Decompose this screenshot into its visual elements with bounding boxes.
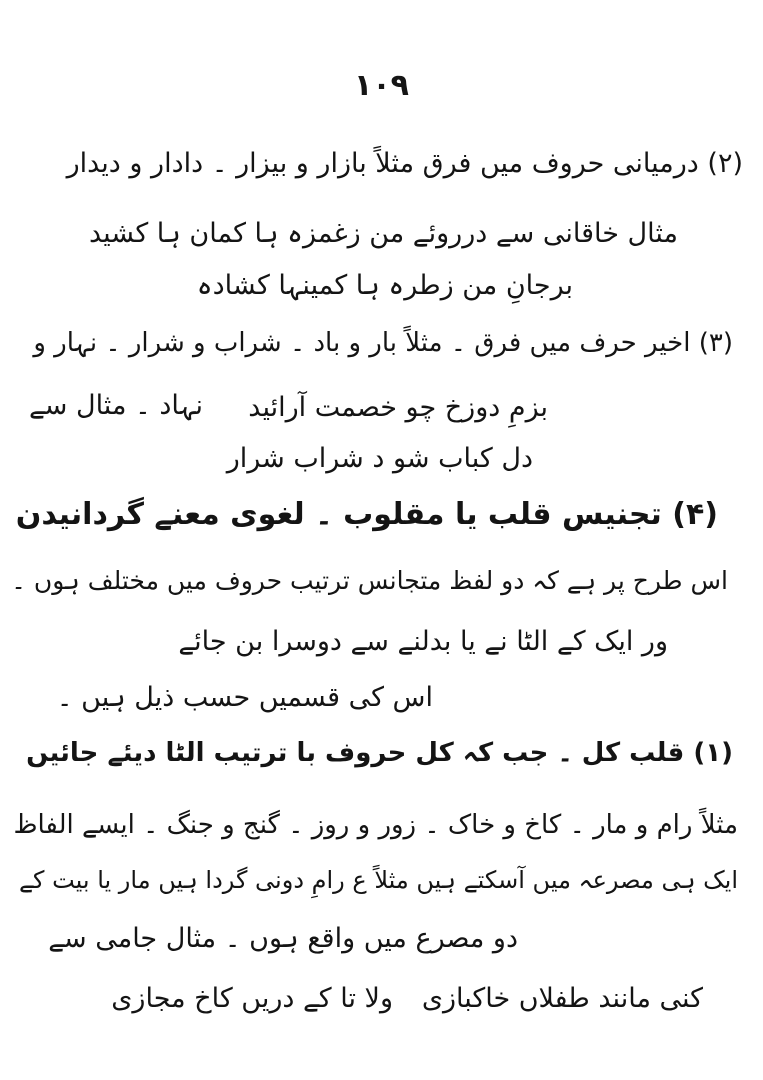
- text-line-10: دو مصرع میں واقع ہوں ۔ مثال جامی سے: [48, 923, 518, 954]
- verse-line-3: دل کباب شو د شراب شرار: [226, 443, 533, 474]
- verse-line-1: برجانِ من زطرہ ہا کمینہا کشادہ: [196, 270, 573, 301]
- subsection-heading-qalb-kul: (۱) قلب کل ۔ جب کہ کل حروف با ترتیب الٹا دیئے جائیں: [26, 738, 733, 768]
- text-line-6: ور ایک کے الٹا نے یا بدلنے سے دوسرا بن جائے: [178, 626, 668, 657]
- text-line-1: (۲) درمیانی حروف میں فرق مثلاً بازار و بیزار ۔ دادار و دیدار: [66, 148, 743, 179]
- text-line-2: مثال خاقانی سے درروئے من زغمزہ ہا کمان ہا کشید: [88, 218, 678, 249]
- text-line-9: ایک ہی مصرعہ میں آسکتے ہیں مثلاً ع رامِ دونی گردا ہیں مار یا بیت کے: [18, 866, 738, 894]
- text-line-5: اس طرح پر ہے کہ دو لفظ متجانس ترتیب حروف میں مختلف ہوں ۔: [11, 566, 728, 595]
- section-heading-tajnees-qalb: (۴) تجنیس قلب یا مقلوب ۔ لغوی معنے گردانیدن: [15, 497, 718, 532]
- text-line-8: مثلاً رام و مار ۔ کاخ و خاک ۔ زور و روز ۔ گنج و جنگ ۔ ایسے الفاظ: [13, 810, 738, 840]
- text-line-3: (۳) اخیر حرف میں فرق ۔ مثلاً بار و باد ۔ شراب و شرار ۔ نہار و: [33, 328, 733, 358]
- text-line-4: نہاد ۔ مثال سے: [28, 390, 203, 421]
- verse-line-2: بزمِ دوزخ چو خصمت آرائید: [248, 392, 548, 423]
- verse-line-5: کنی مانند طفلاں خاکبازی: [421, 983, 703, 1014]
- page-number: ۱۰۹: [354, 68, 409, 103]
- verse-line-4: ولا تا کے دریں کاخ مجازی: [111, 983, 393, 1014]
- text-line-7: اس کی قسمیں حسب ذیل ہیں ۔: [56, 682, 433, 713]
